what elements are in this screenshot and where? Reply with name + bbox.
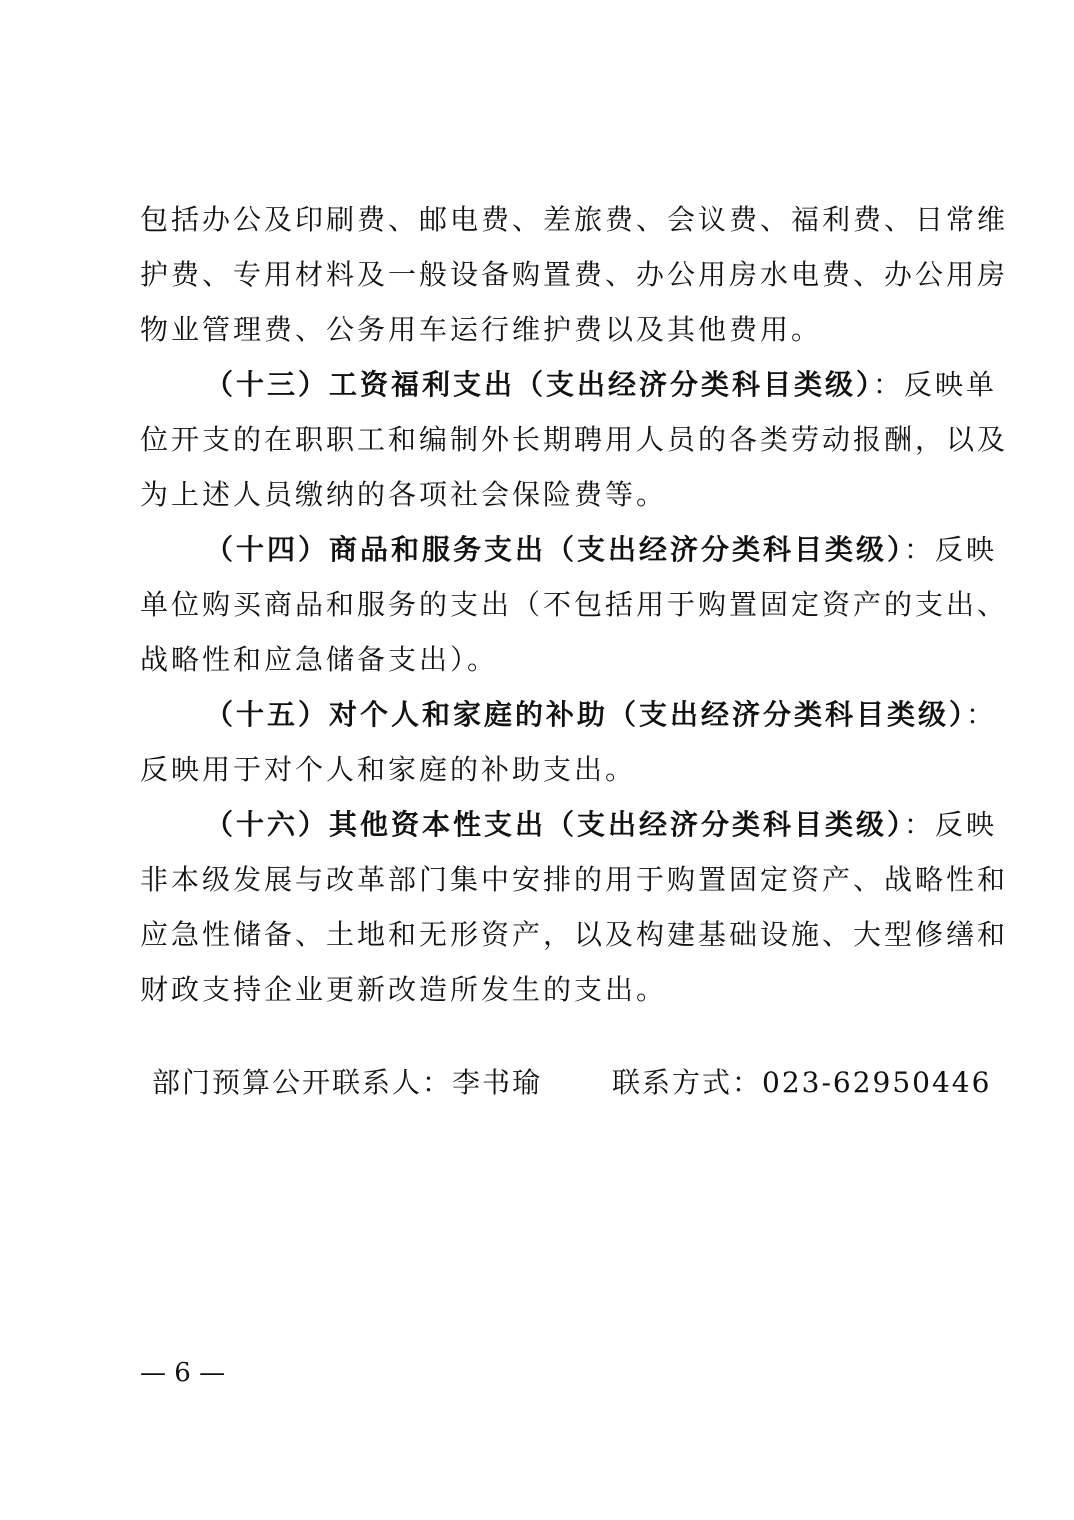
- page-number: — 6 —: [140, 1358, 226, 1388]
- section-heading: （十六）其他资本性支出（支出经济分类科目类级）: [205, 808, 905, 841]
- paragraph-first-line: [205, 695, 998, 735]
- section-heading: （十三）工资福利支出（支出经济分类科目类级）: [205, 368, 874, 401]
- section-heading-rest: ：: [966, 698, 998, 731]
- paragraph-line: 战略性和应急储备支出）。: [140, 643, 499, 676]
- section-heading: （十五）对个人和家庭的补助（支出经济分类科目类级）: [205, 698, 967, 731]
- paragraph-first-line: [205, 365, 998, 405]
- paragraph-line: 物业管理费、公务用车运行维护费以及其他费用。: [140, 313, 823, 346]
- contact-phone-label: 联系方式：: [612, 1066, 763, 1099]
- section-heading-rest: ：反映单: [873, 368, 998, 401]
- section-heading: （十四）商品和服务支出（支出经济分类科目类级）: [205, 533, 905, 566]
- paragraph-line: 反映用于对个人和家庭的补助支出。: [140, 753, 637, 786]
- contact-person-name: 李书瑜: [452, 1066, 543, 1099]
- paragraph-line: 包括办公及印刷费、邮电费、差旅费、会议费、福利费、日常维: [140, 203, 1009, 236]
- section-heading-rest: ：反映: [904, 533, 998, 566]
- contact-person-label: 部门预算公开联系人：: [152, 1066, 453, 1099]
- paragraph-line: 单位购买商品和服务的支出（不包括用于购置固定资产的支出、: [140, 588, 1009, 621]
- paragraph-line: 财政支持企业更新改造所发生的支出。: [140, 973, 668, 1006]
- section-heading-rest: ：反映: [904, 808, 998, 841]
- paragraph-line: 为上述人员缴纳的各项社会保险费等。: [140, 478, 668, 511]
- paragraph-line: 应急性储备、土地和无形资产，以及构建基础设施、大型修缮和: [140, 918, 1009, 951]
- paragraph-first-line: [205, 805, 998, 845]
- contact-phone: [612, 1063, 991, 1103]
- paragraph-first-line: [205, 530, 998, 570]
- contact-person: [152, 1063, 542, 1103]
- paragraph-line: 非本级发展与改革部门集中安排的用于购置固定资产、战略性和: [140, 863, 1009, 896]
- contact-phone-value: 023-62950446: [762, 1066, 992, 1099]
- paragraph-line: 护费、专用材料及一般设备购置费、办公用房水电费、办公用房: [140, 258, 1009, 291]
- paragraph-line: 位开支的在职职工和编制外长期聘用人员的各类劳动报酬，以及: [140, 423, 1009, 456]
